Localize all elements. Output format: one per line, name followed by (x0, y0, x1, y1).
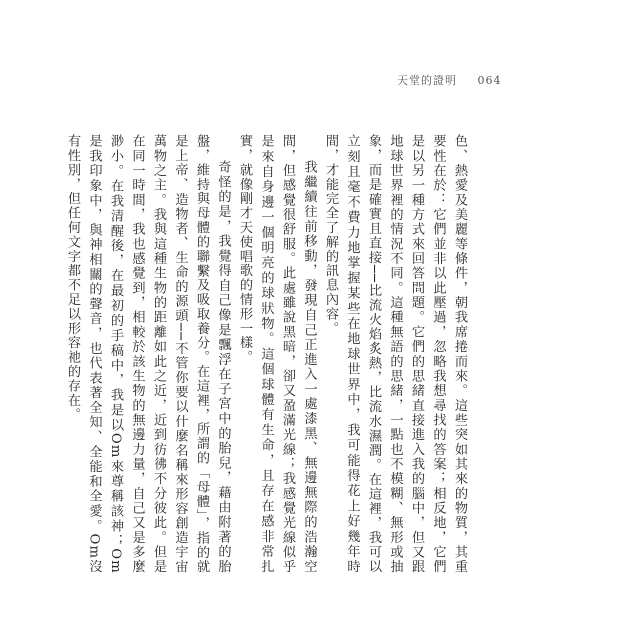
paragraph: 我繼續往前移動，發現自己正進入一處漆黑、無邊無際的浩瀚空間，但感覺很舒服。此處雖說黑暗，卻又盈滿光線；我感覺光線似乎是來自身邊一個明亮的球狀物。這個球體有生命，且存在感非常扎實，就像剛才天使唱歌的情形一樣。 (237, 134, 317, 574)
running-header (397, 72, 502, 88)
book-title: 天堂的證明 (397, 74, 457, 87)
paragraph-continued: 色、熱愛及美麗等條件，朝我席捲而來。這些突如其來的物質，其重要性在於：它們並非以此壓過，忽略我想尋找的答案；相反地，它們是以另一種方式來回答問題。它們的思緒直接進入我的腦中，但又跟地球世界裡的情況不同。這種無語的思緒，一點也不模糊、無形或抽象，而是確實且直接──比流火焰炙熱，比流水濕潤。在這裡，我可以立刻且毫不費力地掌握某些在地球世界中，我可能得花上好幾年時間，才能完全了解的訊息內容。 (323, 134, 467, 574)
body-text (62, 134, 471, 574)
paragraph: 奇怪的是，我覺得自己像是飄浮在子宮中的胎兒，藉由附著的胎盤，維持與母體的聯繫及吸取養分。在這裡，所謂的「母體」，指的就是上帝、造物者、生命的源頭──不管你要以什麼名稱來形容創造宇宙萬物之主。我與這種生物的距離如此之近，近到彷彿不分彼此。但是在同一時間，我也感覺到，相較於該生物的無邊力量，自己又是多麼渺小。在我清醒後，在最初的手稿中，我是以Om來尊稱該神；Om是我印象中，與神相關的聲音，也代表著全知、全能和全愛。Om沒有性別，但任何文字都不足以形容祂的存在。 (65, 134, 231, 574)
page-number: 064 (477, 74, 502, 87)
